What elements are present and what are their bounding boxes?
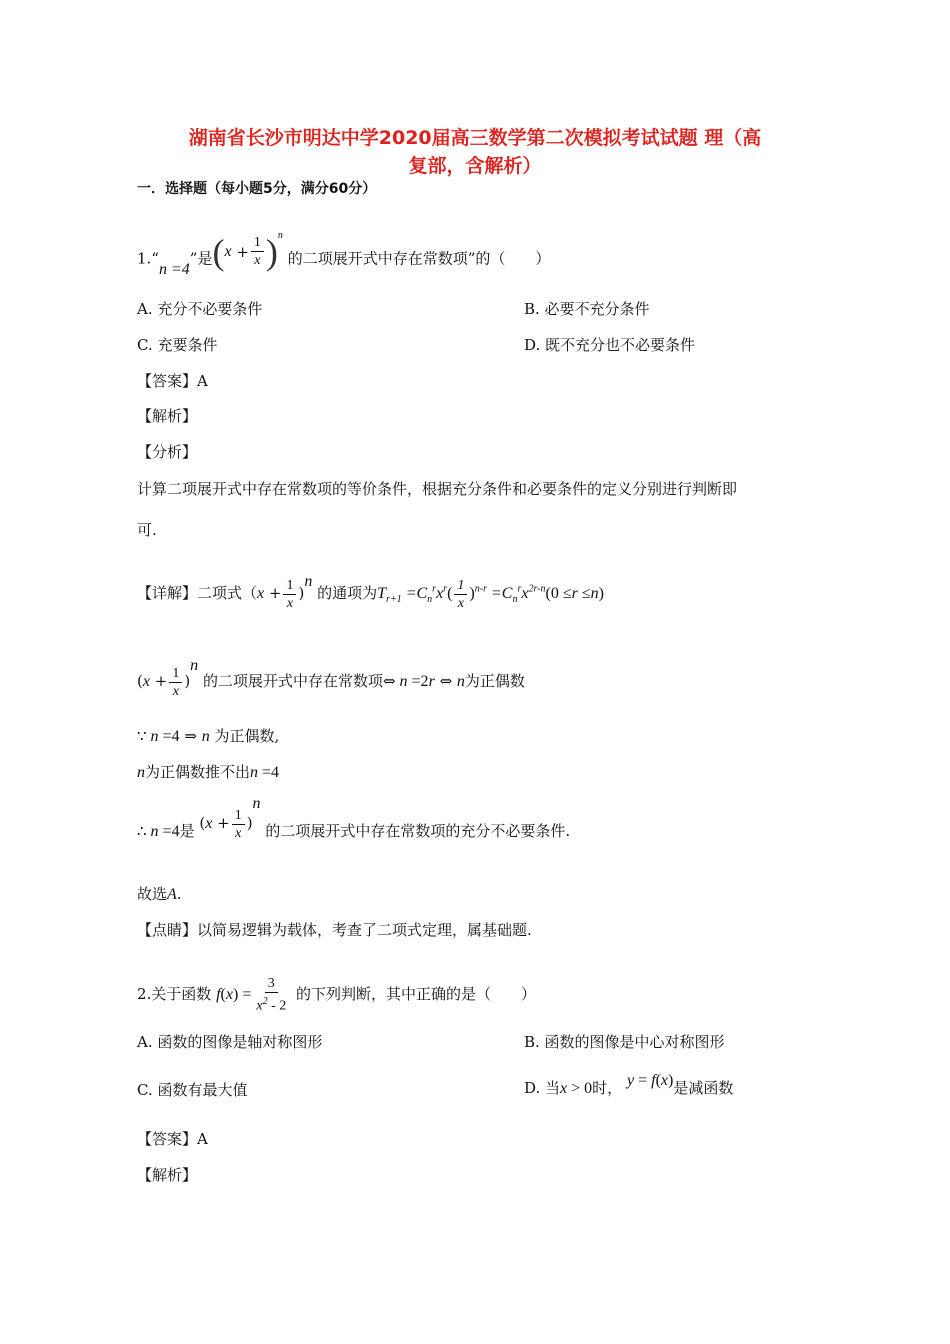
q1-detail-mid: 的通项为: [317, 584, 378, 602]
q1-line5-mid: 是: [179, 822, 195, 840]
q1-fenxi-text-1: 计算二项展开式中存在常数项的等价条件，根据充分条件和必要条件的定义分别进行判断即: [137, 480, 738, 498]
q1-analysis-label: 【解析】: [137, 407, 198, 425]
q2-analysis-label: 【解析】: [137, 1166, 198, 1184]
q1-line3-end: 为正偶数,: [214, 727, 280, 745]
q1-suffix: 的二项展开式中存在常数项”的（ ）: [287, 249, 551, 268]
question-2-stem: 2.关于函数 f(x) = $\frac{3}{x^2 - 2}$ 的下列判断，其中正确的是（ ）: [137, 976, 537, 1014]
q1-prefix: 1.“: [137, 249, 159, 268]
q1-detail-line: 【详解】二项式（x + $\frac{1}{x}$ )$^n$ 的通项为$T_{r+1} =C_n^rx^r$( $\frac{1}{x}$ )$^{n-r} =C_n^rx^{2r-n}(0 \le r \le n)$: [137, 573, 604, 611]
q1-choose-letter: A: [167, 886, 177, 903]
q1-detail-line-3: ∵ n =4 ⇒ n 为正偶数,: [137, 727, 280, 745]
q1-detail-line-4: n为正偶数推不出n =4: [137, 763, 280, 781]
q1-choose-text: 故选: [137, 885, 168, 903]
q1-line4-mid: 为正偶数推不出: [145, 763, 251, 781]
q1-option-b: B. 必要不充分条件: [524, 300, 650, 318]
q2-prefix: 2.关于函数: [137, 985, 212, 1003]
q2-optD-pre: D. 当: [524, 1079, 561, 1097]
q2-optD-mid: 时，: [592, 1079, 623, 1097]
q1-detail-line-2: (x + $\frac{1}{x}$ )$^n$ 的二项展开式中存在常数项⇔ n =2r ⇔ n为正偶数: [137, 657, 525, 699]
q1-fenxi-label: 【分析】: [137, 443, 198, 461]
q1-line5-pre: ∴: [137, 822, 147, 840]
q1-dianjing-label: 【点睛】: [137, 921, 198, 939]
question-1-stem: [137, 229, 551, 278]
q1-detail-pre: 二项式（: [197, 584, 258, 602]
q2-option-b: B. 函数的图像是中心对称图形: [524, 1033, 725, 1051]
q1-fenxi-text-2: 可.: [137, 521, 157, 539]
q1-answer: 【答案】A: [137, 372, 208, 390]
q1-detail-label: 【详解】: [137, 584, 198, 602]
q1-line2-end: 为正偶数: [464, 672, 525, 690]
binomial-expression: ( x + $\frac{1}{x}$ ) $^n$: [212, 229, 283, 272]
q1-line3-pre: ∵: [137, 727, 147, 745]
general-term-formula: $T_{r+1} =C_n^rx^r$( $\frac{1}{x}$ )$^{n-r} =C_n^rx^{2r-n}(0 \le r \le n)$: [377, 577, 604, 611]
q2-function: f(x) =: [216, 986, 252, 1003]
q2-answer: 【答案】A: [137, 1130, 208, 1148]
q1-option-c: C. 充要条件: [137, 336, 218, 354]
q2-optD-end: 是减函数: [673, 1079, 734, 1097]
q2-suffix: 的下列判断，其中正确的是（ ）: [296, 985, 537, 1003]
q1-mid: ”是: [189, 249, 213, 268]
q1-dianjing: [137, 919, 532, 941]
q2-option-a: A. 函数的图像是轴对称图形: [137, 1033, 323, 1051]
q1-line5-end: 的二项展开式中存在常数项的充分不必要条件.: [265, 822, 571, 840]
q1-detail-line-5: ∴ n =4是 (x + $\frac{1}{x}$ )$^n$ 的二项展开式中存在常数项的充分不必要条件.: [137, 795, 571, 841]
section-heading: 一．选择题（每小题5分，满分60分）: [137, 181, 377, 197]
q2-option-c: C. 函数有最大值: [137, 1081, 248, 1099]
q1-option-d: D. 既不充分也不必要条件: [524, 336, 696, 354]
q1-option-a: A. 充分不必要条件: [137, 300, 263, 318]
q2-option-d: D. 当x > 0时， y = f(x)是减函数: [524, 1072, 734, 1097]
q1-dianjing-text: 以简易逻辑为载体，考查了二项式定理，属基础题.: [197, 921, 532, 939]
document-title-line1: 湖南省长沙市明达中学2020届高三数学第二次模拟考试试题 理（高: [188, 127, 762, 149]
q1-line2-text: 的二项展开式中存在常数项⇔: [202, 672, 396, 690]
q1-condition: n =4: [158, 260, 190, 278]
q1-choose: 故选A.: [137, 885, 182, 903]
document-title-line2: 复部，含解析）: [408, 155, 542, 177]
